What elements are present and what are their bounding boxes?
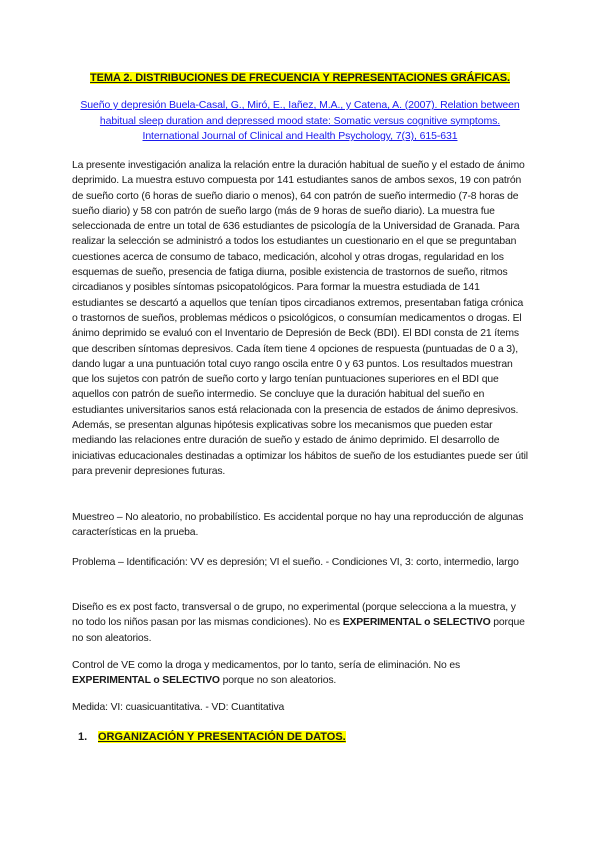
control-paragraph bbox=[72, 658, 528, 689]
measure-paragraph: Medida: VI: cuasicuantitativa. - VD: Cuantitativa bbox=[72, 702, 285, 713]
section-heading-text: ORGANIZACIÓN Y PRESENTACIÓN DE DATOS. bbox=[98, 731, 346, 743]
section-number: 1. bbox=[78, 731, 88, 743]
design-text-start: Diseño es ex post facto, transversal o de grupo, no experimental (porque selecciona a la muestra, y no todo los niños pasan por las mismas condiciones). No es bbox=[72, 602, 516, 629]
design-text-bold: EXPERIMENTAL o SELECTIVO bbox=[342, 617, 491, 629]
design-text-end: porque no son aleatorios. bbox=[72, 617, 525, 644]
section-heading bbox=[78, 731, 346, 743]
problem-paragraph: Problema – Identificación: VV es depresión; VI el sueño. - Condiciones VI, 3: corto, intermedio, largo bbox=[72, 557, 519, 568]
control-text-start: Control de VE como la droga y medicamentos, por lo tanto, sería de eliminación. No es bbox=[72, 660, 461, 671]
control-text-end: porque no son aleatorios. bbox=[219, 675, 337, 687]
reference-link[interactable]: Sueño y depresión Buela-Casal, G., Miró, E., Iañez, M.A., y Catena, A. (2007). Relation between habitual sleep duration and depressed mood state: Somatic versus cognitive symptoms. International Journal of Clinical and Health Psychology, 7(3), 615-631 bbox=[80, 99, 520, 142]
control-text-bold: EXPERIMENTAL o SELECTIVO bbox=[72, 675, 220, 687]
design-paragraph bbox=[72, 600, 528, 646]
title-text: TEMA 2. DISTRIBUCIONES DE FRECUENCIA Y REPRESENTACIONES GRÁFICAS. bbox=[90, 72, 510, 84]
abstract-paragraph: La presente investigación analiza la relación entre la duración habitual de sueño y el estado de ánimo deprimido. La muestra estuvo compuesta por 141 estudiantes sanos de ambos sexos, 19 con patrón de sueño corto (6 horas de sueño diario o menos), 64 con patrón de sueño intermedio (7-8 horas de sueño diario) y 58 con patrón de sueño largo (más de 9 horas de sueño diario). La muestra fue seleccionada de entre un total de 636 estudiantes de psicología de la Universidad de Granada. Para realizar la selección se administró a todos los estudiantes un cuestionario en el que se preguntaban cuestiones acerca de consumo de tabaco, medicación, alcohol y otras drogas, regularidad en los esquemas de sueño, presencia de fatiga diurna, posible existencia de trastornos de sueño, ritmos circadianos y posibles síntomas psicopatológicos. Para formar la muestra estudiada de 141 estudiantes se descartó a aquellos que tenían tipos circadianos extremos, presentaban fatiga crónica o trastornos de sueños, problemas médicos o psicológicos, o consumían medicamentos o drogas. El ánimo deprimido se evaluó con el Inventario de Depresión de Beck (BDI). El BDI consta de 21 ítems que describen síntomas depresivos. Cada ítem tiene 4 opciones de respuesta (puntuadas de 0 a 3), dando lugar a una puntuación total cuyo rango oscila entre 0 y 63 puntos. Los resultados muestran que los sujetos con patrón de sueño corto y largo tenían puntuaciones superiores en el BDI que aquellos con patrón de sueño intermedio. Se concluye que la duración habitual del sueño en estudiantes universitarios sanos está relacionada con la presencia de estados de ánimo depresivos. Además, se presentan algunas hipótesis explicativas sobre los mecanismos que pueden estar mediando las relaciones entre duración de sueño y estado de ánimo deprimido. El desarrollo de iniciativas educacionales destinadas a optimizar los hábitos de sueño de los estudiantes puede ser útil para prevenir depresiones futuras. bbox=[72, 160, 528, 477]
sampling-paragraph: Muestreo – No aleatorio, no probabilístico. Es accidental porque no hay una reproducción de algunas características en la prueba. bbox=[72, 512, 524, 539]
document-title bbox=[60, 72, 540, 84]
